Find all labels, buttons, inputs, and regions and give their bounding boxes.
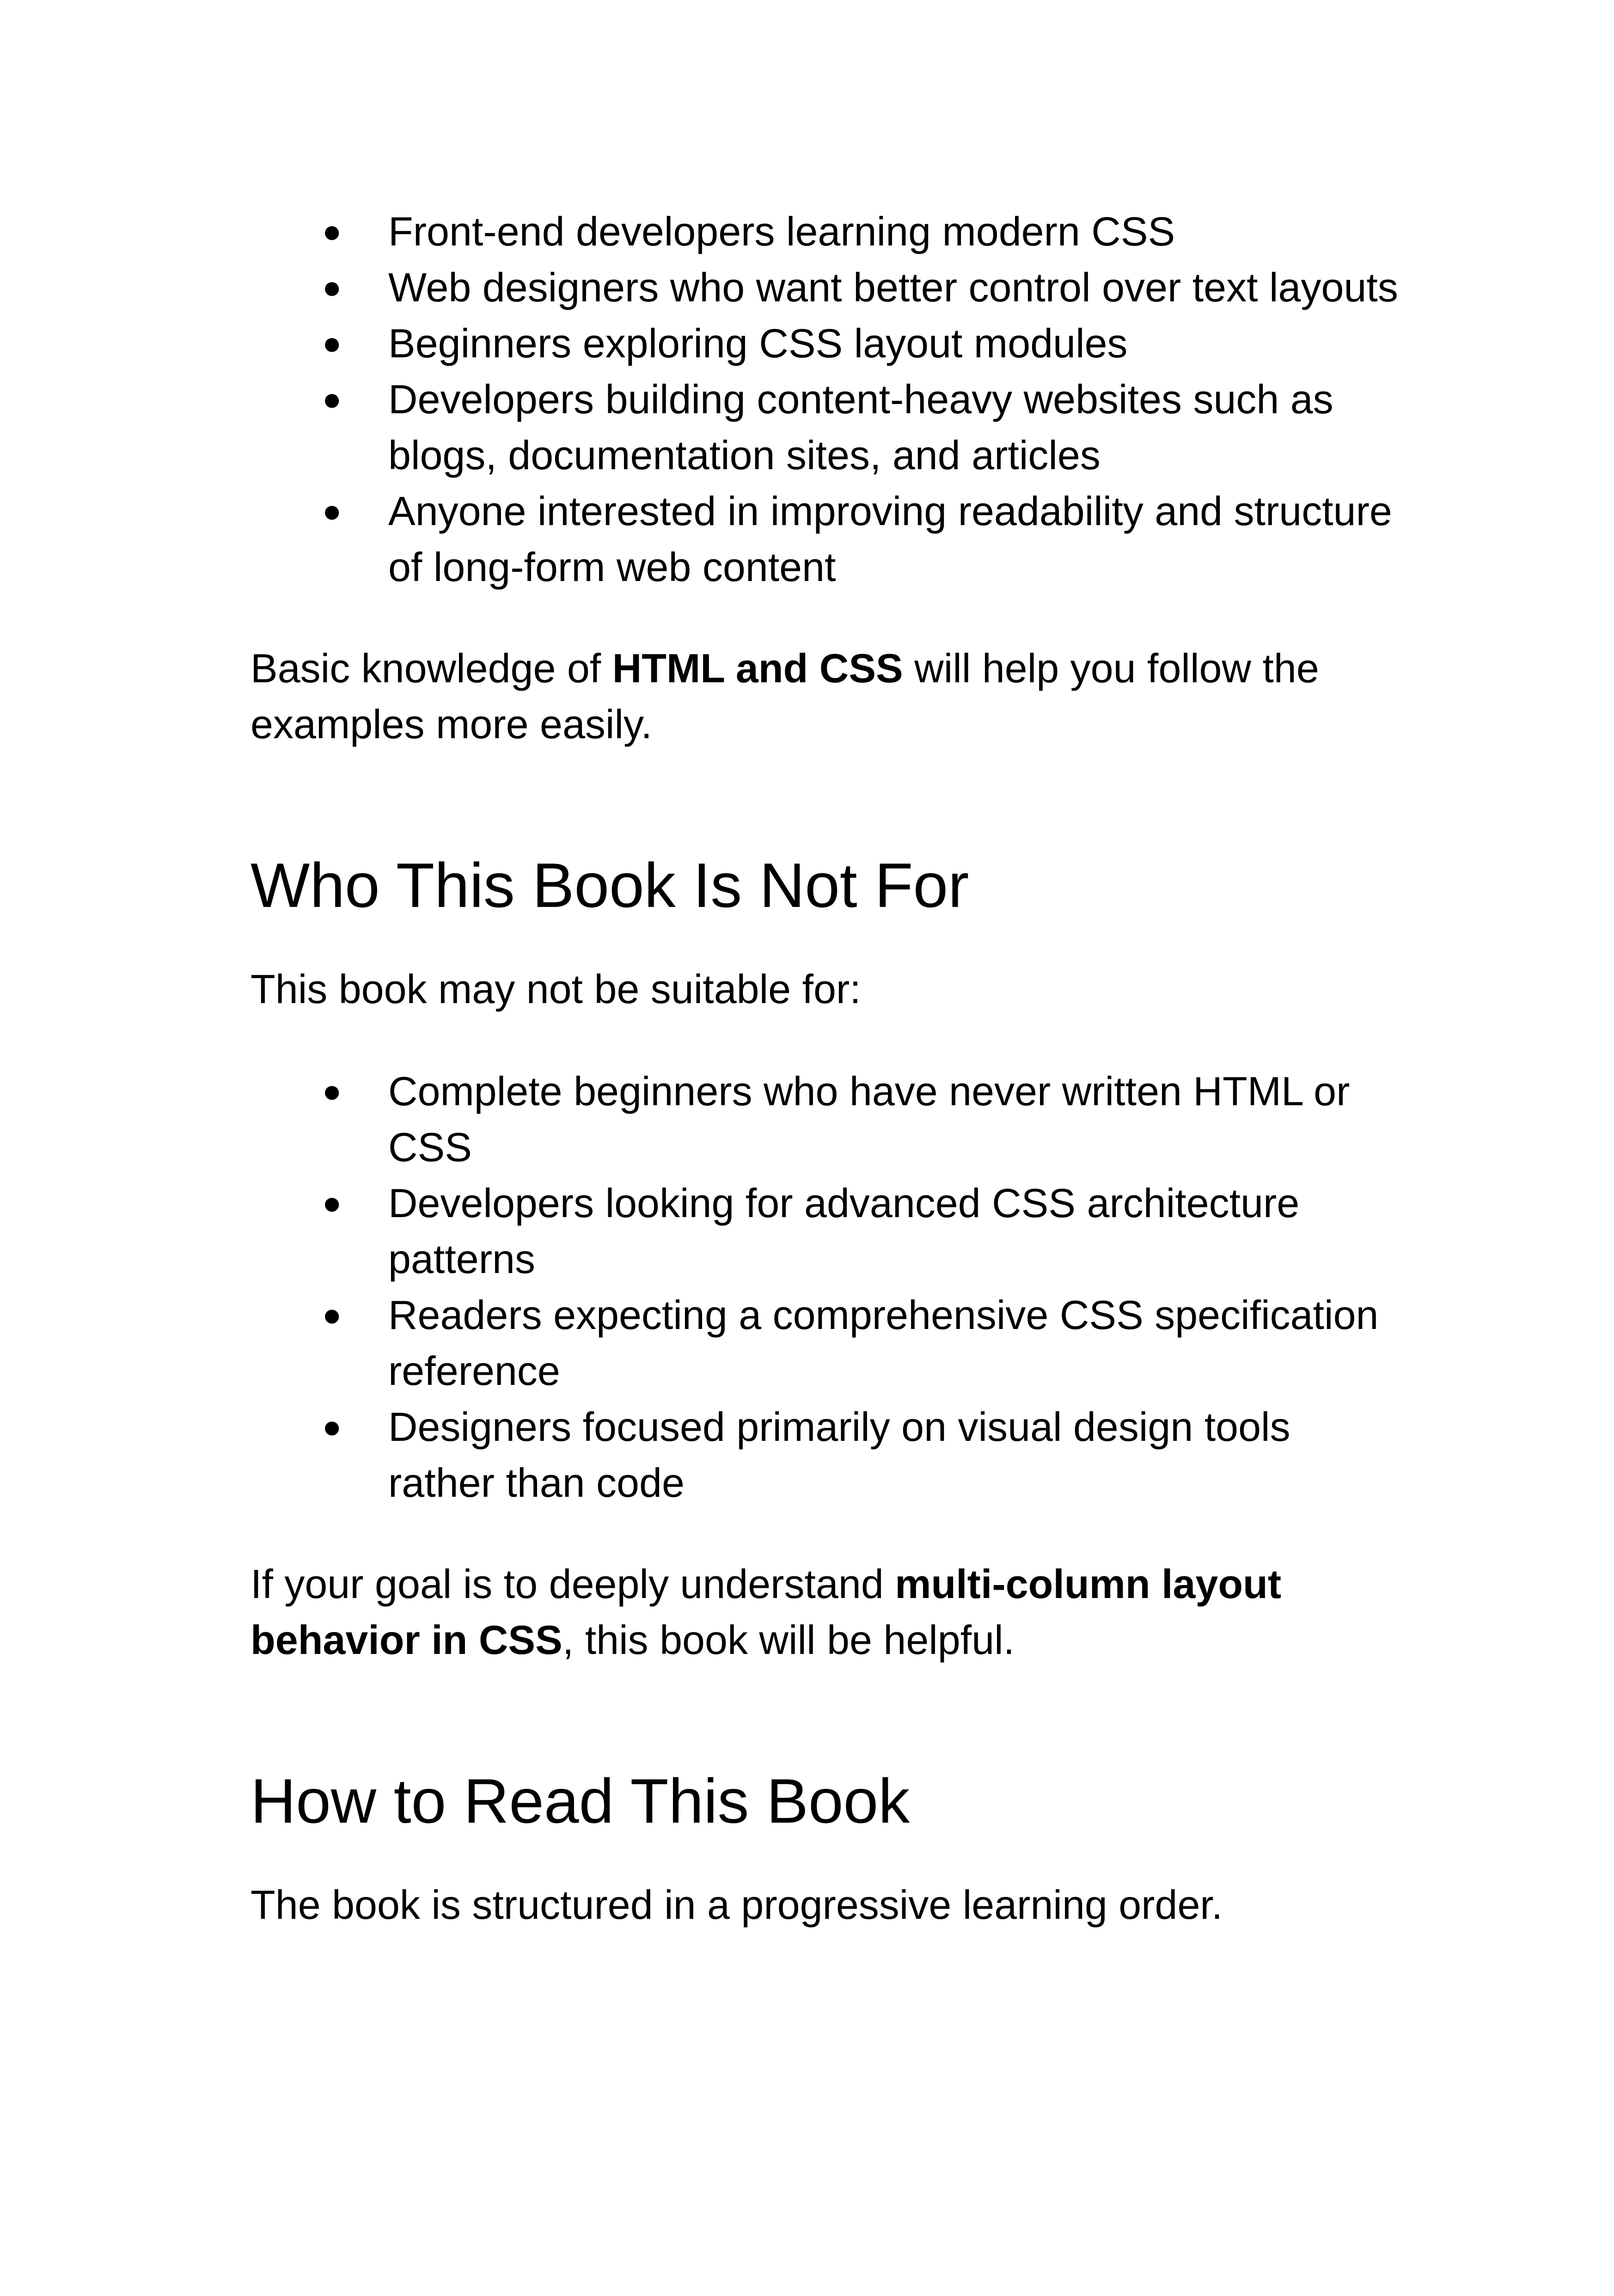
bullet-icon: ● (322, 1297, 342, 1333)
not-for-list (251, 1063, 1406, 1511)
bullet-icon: ● (322, 1073, 342, 1109)
list-item-text: Developers building content-heavy websites such as blogs, documentation sites, and articles (388, 376, 1333, 478)
list-item-text: Beginners exploring CSS layout modules (388, 320, 1128, 366)
bullet-icon: ● (322, 1408, 342, 1445)
bullet-icon: ● (322, 213, 342, 249)
bullet-icon: ● (322, 269, 342, 305)
list-item (251, 1287, 1406, 1399)
list-item (251, 371, 1406, 483)
intro-paragraph: This book may not be suitable for: (251, 966, 861, 1012)
list-item (251, 1063, 1406, 1175)
goal-paragraph: If your goal is to deeply understand multi-column layout behavior in CSS, this book will be helpful. (251, 1561, 1282, 1663)
list-item (251, 1175, 1406, 1287)
list-item (251, 315, 1406, 371)
list-item-text: Anyone interested in improving readability and structure of long-form web content (388, 488, 1392, 590)
list-item-text: Designers focused primarily on visual design tools rather than code (388, 1404, 1290, 1506)
list-item-text: Web designers who want better control over text layouts (388, 264, 1398, 310)
list-item-text: Readers expecting a comprehensive CSS specification reference (388, 1292, 1379, 1394)
bold-text: HTML and CSS (612, 645, 903, 691)
list-item-text: Complete beginners who have never written HTML or CSS (388, 1068, 1350, 1170)
structure-paragraph: The book is structured in a progressive learning order. (251, 1882, 1223, 1928)
prerequisite-paragraph: Basic knowledge of HTML and CSS will help you follow the examples more easily. (251, 645, 1319, 747)
bold-text: multi-column layout behavior in CSS (251, 1561, 1282, 1663)
list-item (251, 259, 1406, 315)
list-item (251, 1399, 1406, 1511)
section-heading-how-to-read: How to Read This Book (251, 1766, 910, 1836)
bullet-icon: ● (322, 381, 342, 417)
list-item (251, 483, 1406, 595)
document-page (251, 203, 1406, 1933)
list-item-text: Developers looking for advanced CSS architecture patterns (388, 1180, 1300, 1282)
list-item (251, 203, 1406, 259)
audience-list (251, 203, 1406, 595)
list-item-text: Front-end developers learning modern CSS (388, 208, 1175, 254)
section-heading-not-for: Who This Book Is Not For (251, 850, 969, 920)
bullet-icon: ● (322, 493, 342, 529)
bullet-icon: ● (322, 325, 342, 361)
bullet-icon: ● (322, 1185, 342, 1221)
